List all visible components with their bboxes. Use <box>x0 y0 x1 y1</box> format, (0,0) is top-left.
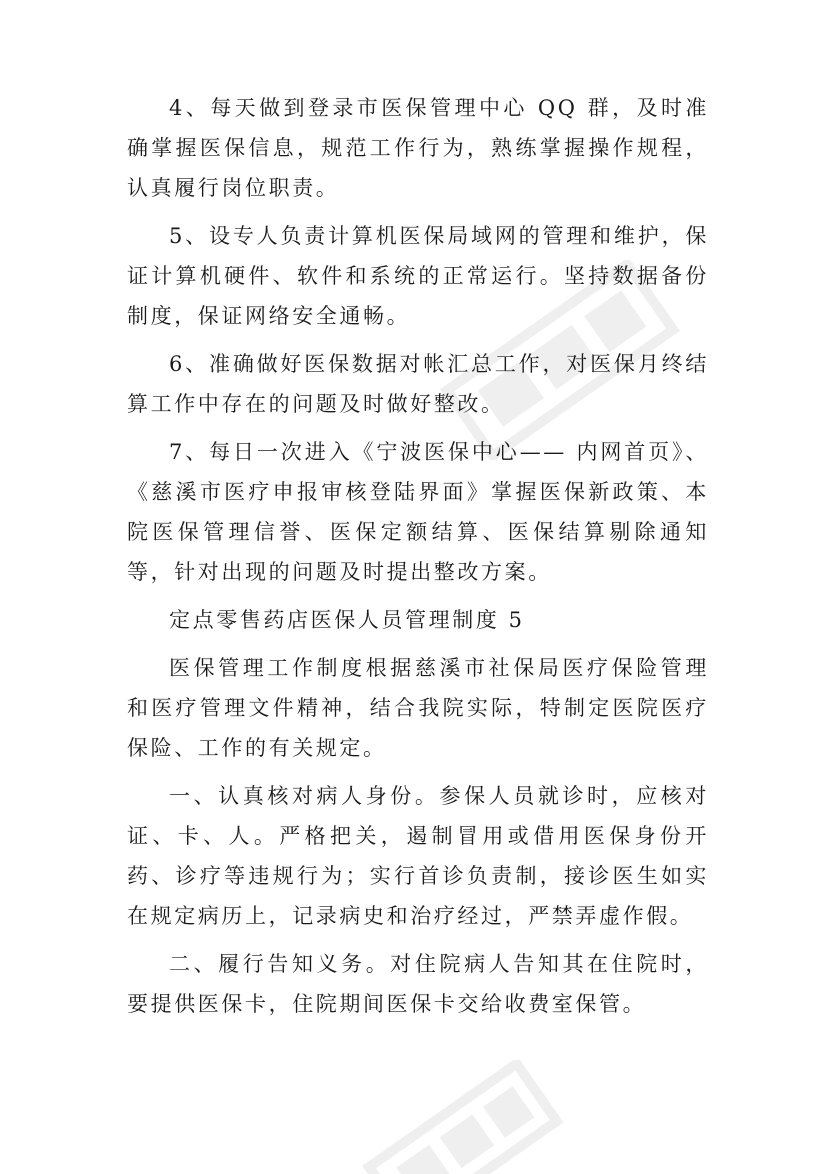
paragraph-item-5: 5、设专人负责计算机医保局域网的管理和维护，保证计算机硬件、软件和系统的正常运行。坚持数据备份制度，保证网络安全通畅。 <box>127 224 709 328</box>
paragraph-rule-1: 一、认真核对病人身份。参保人员就诊时，应核对证、卡、人。严格把关，遏制冒用或借用医保身份开药、诊疗等违规行为；实行首诊负责制，接诊医生如实在规定病历上，记录病史和治疗经过，严禁弄虚作假。 <box>127 784 709 928</box>
paragraph-rule-2: 二、履行告知义务。对住院病人告知其在住院时，要提供医保卡，住院期间医保卡交给收费室保管。 <box>127 952 709 1016</box>
paragraph-intro: 医保管理工作制度根据慈溪市社保局医疗保险管理和医疗管理文件精神，结合我院实际，特制定医院医疗保险、工作的有关规定。 <box>127 656 709 760</box>
paragraph-item-4: 4、每天做到登录市医保管理中心 QQ 群，及时准确掌握医保信息，规范工作行为，熟练掌握操作规程，认真履行岗位职责。 <box>127 96 709 200</box>
section-heading: 定点零售药店医保人员管理制度 5 <box>169 608 525 632</box>
paragraph-item-6: 6、准确做好医保数据对帐汇总工作，对医保月终结算工作中存在的问题及时做好整改。 <box>127 352 709 416</box>
watermark-stamp <box>350 1060 570 1174</box>
paragraph-item-7: 7、每日一次进入《宁波医保中心—— 内网首页》、 《慈溪市医疗申报审核登陆界面》掌握医保新政策、本院医保管理信誉、医保定额结算、医保结算剔除通知等，针对出现的问题及时提出整改方案。 <box>127 440 709 584</box>
document-body <box>127 88 709 1032</box>
